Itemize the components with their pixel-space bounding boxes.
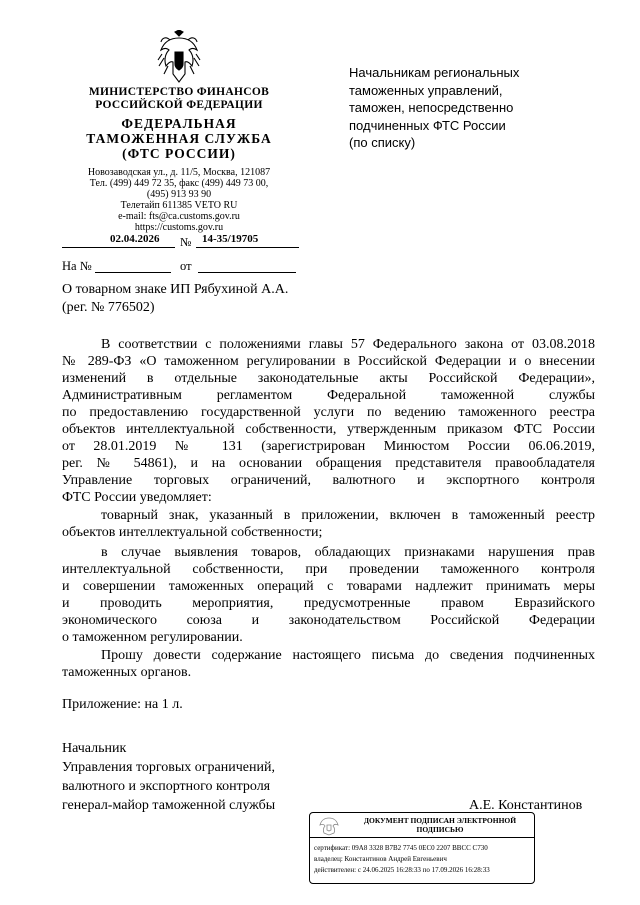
contact-address: Новозаводская ул., д. 11/5, Москва, 121087 <box>87 167 271 178</box>
signer-position-line: Управления торговых ограничений, <box>62 760 275 775</box>
addressee-line: таможенных управлений, <box>349 82 503 98</box>
ref-number-blank <box>95 258 171 273</box>
paragraph-4-line: Прошу довести содержание настоящего письма до сведения подчиненных <box>101 648 595 663</box>
contact-phone-2: (495) 913 93 90 <box>146 189 212 200</box>
paragraph-1-line: объектов интеллектуальной собственности, утвержденным приказом ФТС России <box>62 422 595 437</box>
addressee-block <box>349 64 519 152</box>
paragraph-1-line: ФТС России уведомляет: <box>62 490 212 505</box>
addressee-line: подчиненных ФТС России <box>349 117 506 133</box>
document-date: 02.04.2026 <box>110 233 160 245</box>
paragraph-3-line: и проводить мероприятия, предусмотренные правом Евразийского <box>62 596 595 611</box>
document-number: 14-35/19705 <box>202 233 259 245</box>
paragraph-1-line: Управление торговых ограничений, валютного и экспортного контроля <box>62 473 595 488</box>
signer-position-line: валютного и экспортного контроля <box>62 779 271 794</box>
subject-line-2: (рег. № 776502) <box>62 300 155 315</box>
contact-website: https://customs.gov.ru <box>134 222 224 233</box>
paragraph-3-line: в случае выявления товаров, обладающих признаками нарушения прав <box>101 545 595 560</box>
number-field <box>196 233 299 248</box>
stamp-certificate: сертификат: 09A8 3328 B7B2 7745 0EC0 2207 BBCC C730 <box>314 844 488 852</box>
stamp-title <box>350 816 530 834</box>
paragraph-1-line: рег. № 54861), и на основании обращения представителя правообладателя <box>62 456 595 471</box>
addressee-line: таможен, непосредственно <box>349 100 514 115</box>
paragraph-1-line: № 289-ФЗ «О таможенном регулировании в Российской Федерации и о внесении <box>62 354 595 369</box>
electronic-signature-stamp <box>309 812 535 884</box>
service-line-3: (ФТС РОССИИ) <box>122 146 236 161</box>
paragraph-2-line: товарный знак, указанный в приложении, включен в таможенный реестр <box>101 508 595 523</box>
signer-position-line: генерал-майор таможенной службы <box>62 798 276 813</box>
contact-teletype: Телетайп 611385 VETO RU <box>120 200 238 211</box>
paragraph-3-line: и совершении таможенных операций с товарами надлежит принимать меры <box>62 579 595 594</box>
addressee-line: Начальникам региональных <box>349 65 520 80</box>
date-field <box>62 233 175 248</box>
paragraph-1-line: по предоставлению государственной услуги по ведению таможенного реестра <box>62 405 595 420</box>
stamp-title-line: ДОКУМЕНТ ПОДПИСАН ЭЛЕКТРОННОЙ <box>363 816 517 825</box>
stamp-validity: действителен: с 24.06.2025 16:28:33 по 17.09.2026 16:28:33 <box>314 866 490 874</box>
paragraph-1-line: В соответствии с положениями главы 57 Федерального закона от 03.08.2018 <box>101 337 595 352</box>
stamp-divider <box>310 837 534 838</box>
paragraph-4-line: таможенных органов. <box>62 665 192 680</box>
emblem-watermark-icon <box>316 816 342 836</box>
stamp-title-line: ПОДПИСЬЮ <box>416 825 464 834</box>
paragraph-2-line: объектов интеллектуальной собственности; <box>62 525 323 540</box>
ministry-line-1: МИНИСТЕРСТВО ФИНАНСОВ <box>88 86 270 98</box>
ref-label: На № <box>62 259 92 273</box>
addressee-line: (по списку) <box>349 135 416 150</box>
paragraph-1-line: Административным регламентом Федеральной таможенной службы <box>62 388 595 403</box>
signer-name: А.Е. Константинов <box>469 798 583 813</box>
subject-line-1: О товарном знаке ИП Рябухиной А.А. <box>62 282 289 297</box>
ministry-line-2: РОССИЙСКОЙ ФЕДЕРАЦИИ <box>95 99 263 111</box>
signer-position-line: Начальник <box>62 741 127 756</box>
contact-phone: Тел. (499) 449 72 35, факс (499) 449 73 00, <box>89 178 269 189</box>
paragraph-3-line: экономического союза и законодательством Российской Федерации <box>62 613 595 628</box>
number-sign: № <box>180 235 192 249</box>
paragraph-1-line: изменений в отдельные законодательные акты Российской Федерации», <box>62 371 595 386</box>
service-line-1: ФЕДЕРАЛЬНАЯ <box>121 116 237 131</box>
attachment-note: Приложение: на 1 л. <box>62 697 183 712</box>
paragraph-3-line: о таможенном регулировании. <box>62 630 243 645</box>
coat-of-arms-emblem <box>156 30 202 84</box>
paragraph-3-line: интеллектуальной собственности, при проведении таможенного контроля <box>62 562 595 577</box>
ref-date-blank <box>198 258 296 273</box>
ref-from-label: от <box>180 259 192 273</box>
service-line-2: ТАМОЖЕННАЯ СЛУЖБА <box>86 131 272 146</box>
stamp-owner: владелец: Константинов Андрей Евгеньевич <box>314 855 447 863</box>
contact-email: e-mail: fts@ca.customs.gov.ru <box>118 211 240 222</box>
paragraph-1-line: от 28.01.2019 № 131 (зарегистрирован Минюстом России 06.06.2019, <box>62 439 595 454</box>
